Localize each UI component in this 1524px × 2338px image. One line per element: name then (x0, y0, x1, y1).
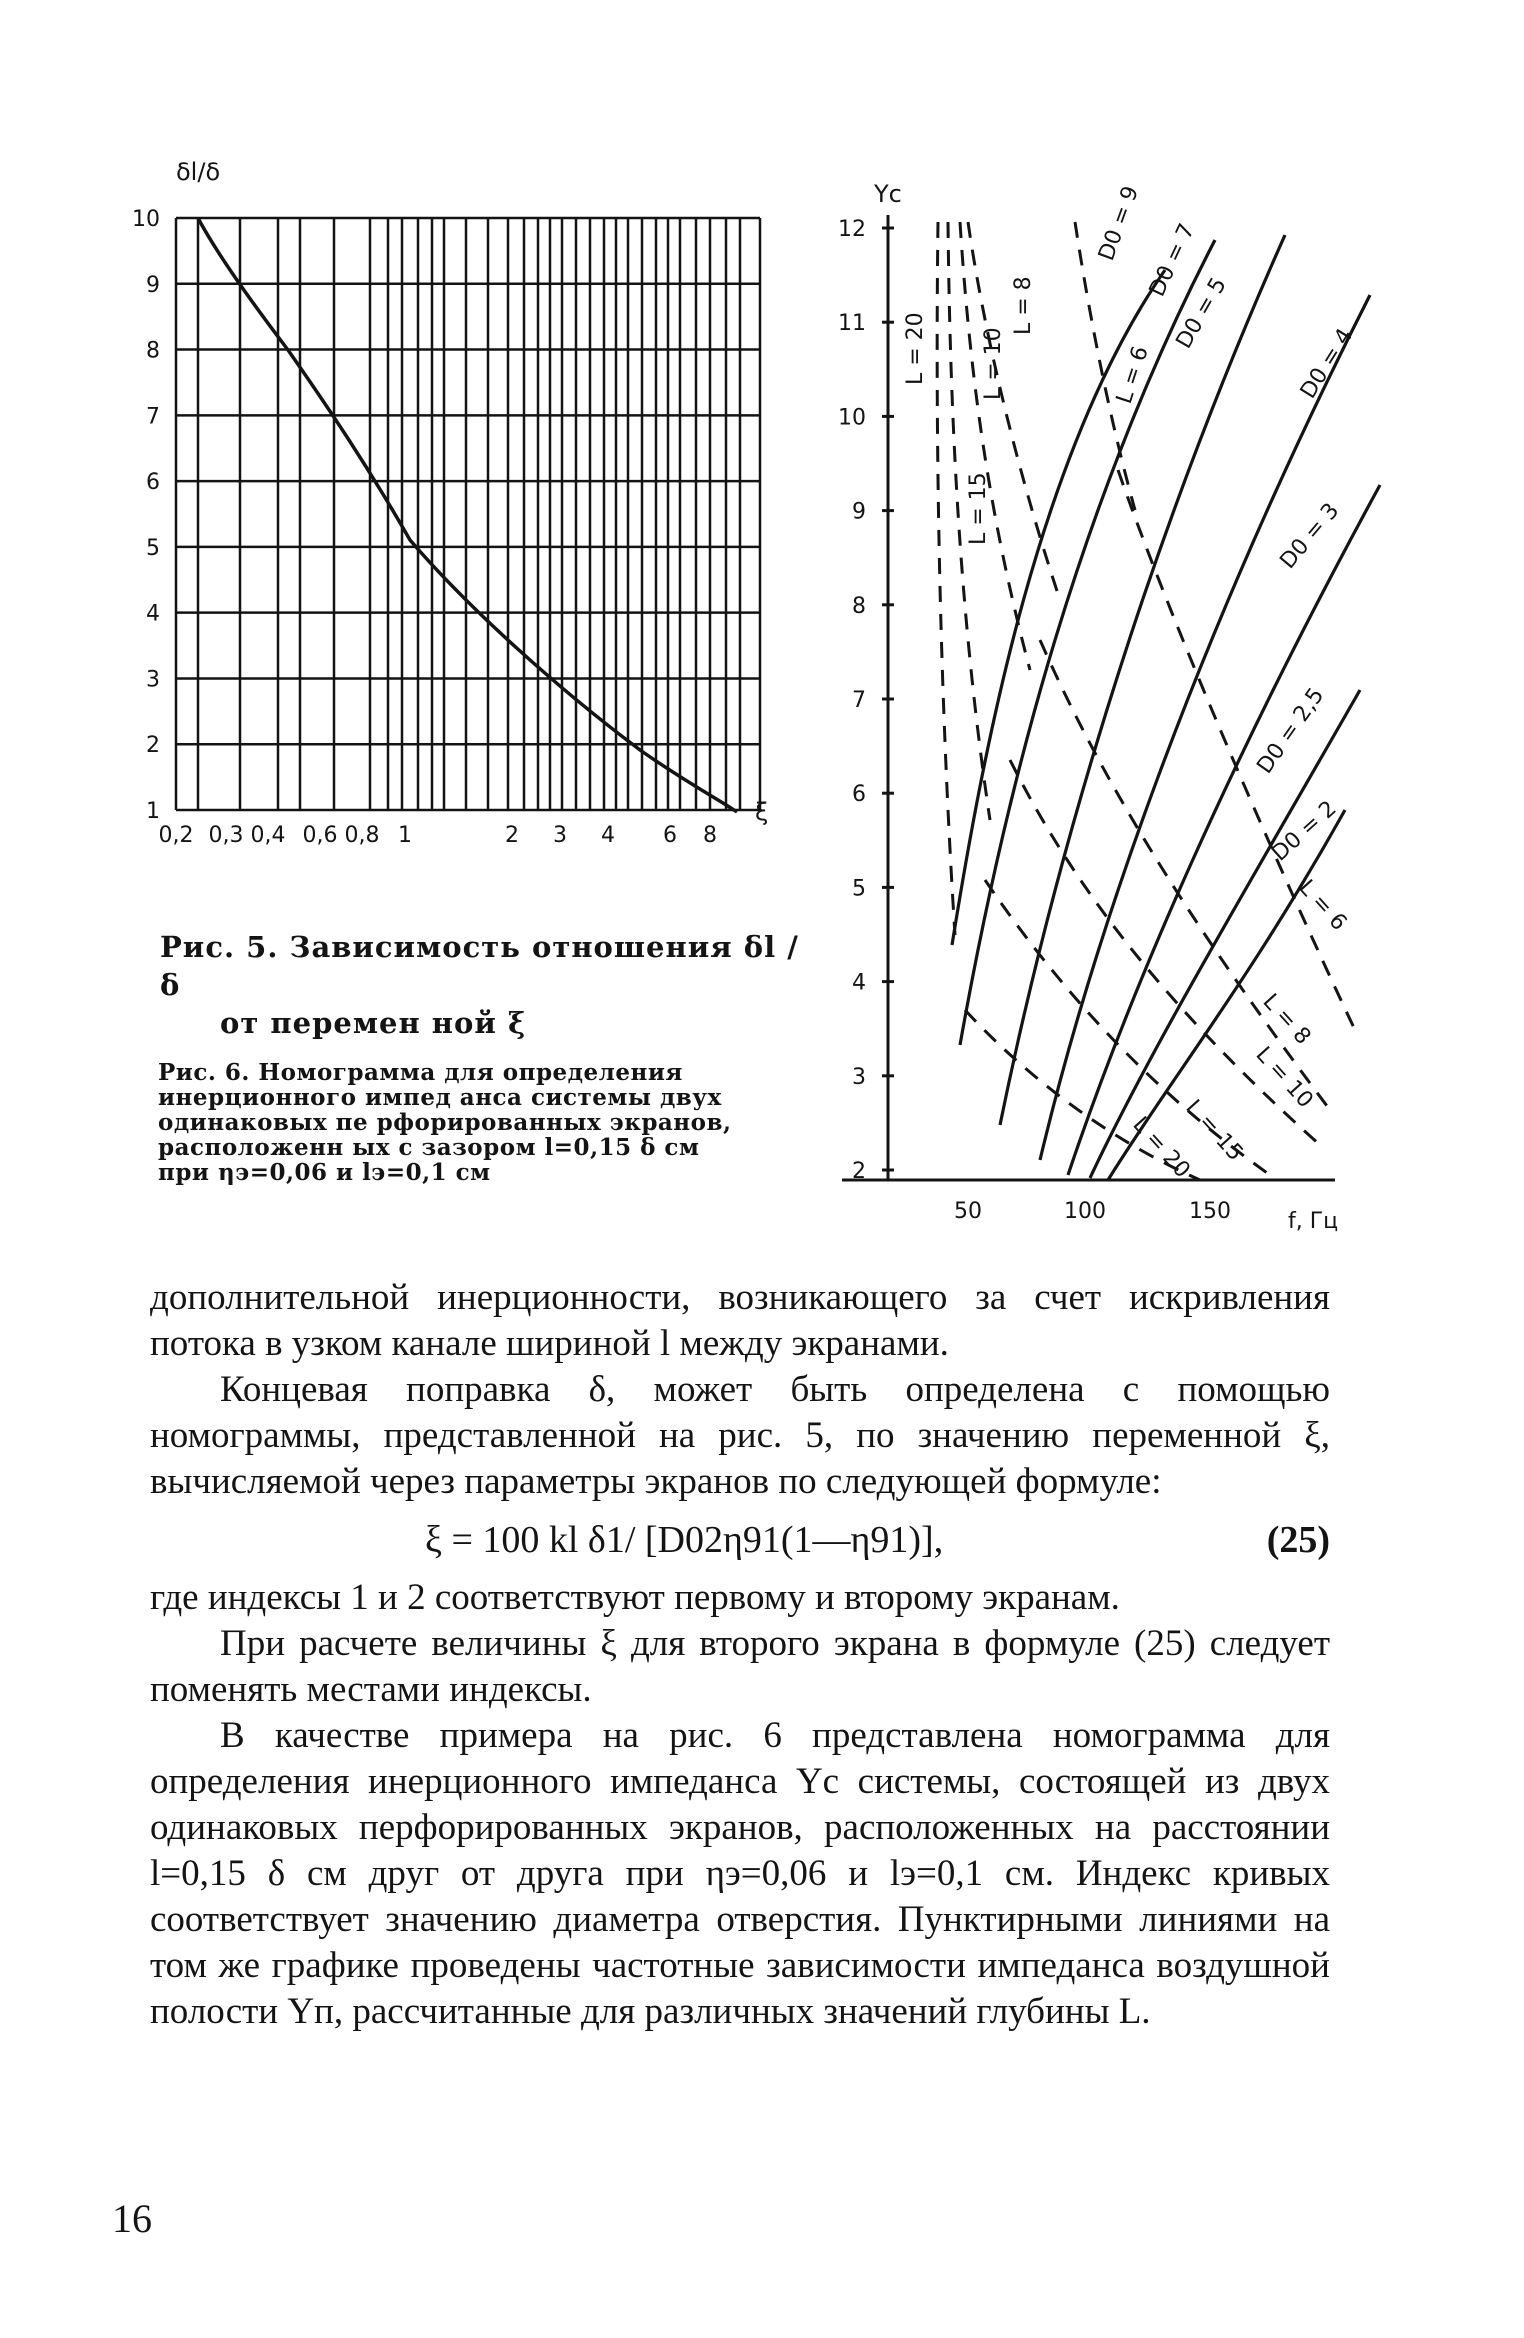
fig5-y-tick-label: 4 (146, 601, 160, 627)
fig6-caption: Рис. 6. Номограмма для определения инерционного импед анса системы двух одинаковых пе рфорированных экранов, расположенн ых с зазором l=0,15 δ см при ηэ=0,06 и lэ=0,1 см (158, 1059, 732, 1186)
formula-25: ξ = 100 kl δ1/ [D02η91(1—η91)], (425, 1519, 944, 1561)
fig5-x-tick-label: 0,6 (302, 823, 338, 848)
fig6-y-tick-label: 12 (838, 217, 866, 242)
fig5-y-tick-label: 2 (146, 733, 160, 759)
paragraph-3: где индексы 1 и 2 соответствуют первому и второму экранам. (150, 1577, 1120, 1618)
fig6-curve-d0-25 (1090, 690, 1360, 1178)
fig5-x-tick-label: 0,3 (208, 823, 244, 848)
label-l20b: L = 20 (1127, 1112, 1195, 1184)
fig6-y-tick-label: 2 (852, 1159, 866, 1184)
fig5-y-tick-label: 3 (146, 667, 160, 693)
fig6-chart (838, 180, 1380, 1234)
label-l6a: L = 6 (1111, 343, 1154, 407)
paragraph-2: Концевая поправка δ, может быть определена с помощью номограммы, представленной на рис. 5, по значению переменной ξ, вычисляемой через параметры экранов по следующей формуле: (150, 1369, 1330, 1502)
fig5-y-tick-label: 7 (146, 404, 160, 430)
label-l15: L = 15 (966, 472, 991, 545)
page-number: 16 (112, 2196, 152, 2241)
fig6-y-tick-label: 9 (852, 499, 866, 525)
fig6-y-tick-label: 3 (852, 1064, 866, 1090)
fig5-y-tick-label: 1 (146, 799, 160, 824)
fig6-dashed-l10-right (1010, 760, 1320, 1145)
fig6-y-tick-label: 8 (852, 593, 866, 619)
fig5-y-tick-label: 8 (146, 338, 160, 364)
fig5-y-tick-label: 10 (132, 207, 160, 232)
body-text (150, 1275, 1330, 2035)
label-l10: L = 10 (981, 327, 1006, 400)
fig6-y-tick-label: 7 (852, 688, 866, 713)
fig6-y-tick-label: 5 (852, 876, 866, 902)
fig5-caption-line2: от перемен ной ξ (220, 1006, 527, 1040)
fig5-chart (132, 158, 768, 848)
fig5-y-axis-title: δl/δ (176, 158, 221, 186)
fig5-caption-line1: Рис. 5. Зависимость отношения δl /δ (160, 930, 799, 1002)
fig6-y-tick-label: 6 (852, 782, 866, 808)
fig5-y-tick-label: 6 (146, 470, 160, 496)
fig5-y-tick-label: 5 (146, 535, 160, 561)
label-l15b: L = 15 (1180, 1095, 1248, 1167)
label-l8: L = 8 (1011, 276, 1036, 335)
fig5-x-tick-label: 3 (553, 823, 567, 848)
label-d0-5: D0 = 5 (1171, 273, 1232, 353)
fig5-x-tick-label: 4 (601, 823, 615, 848)
formula-row (150, 1505, 1330, 1575)
label-l10b: L = 10 (1250, 1042, 1318, 1114)
fig6-x-tick-label: 150 (1189, 1199, 1231, 1224)
paragraph-5: В качестве примера на рис. 6 представлена номограмма для определения инерционного импеданса Yc системы, состоящей из двух одинаковых перфорированных экранов, расположенных на расстоянии l=0,15 δ см друг от друга при ηэ=0,06 и lэ=0,1 см. Индекс кривых соответствует значению диаметра отверстия. Пунктирными линиями на том же графике проведены частотные зависимости импеданса воздушной полости Yп, рассчитанные для различных значений глубины L. (150, 1715, 1330, 2032)
equation-number: (25) (1266, 1519, 1330, 1561)
label-d0-3: D0 = 3 (1275, 498, 1345, 574)
label-d0-9: D0 = 9 (1094, 182, 1145, 265)
paragraph-4: При расчете величины ξ для второго экрана в формуле (25) следует поменять местами индексы. (150, 1623, 1330, 1710)
fig5-x-tick-label: 0,2 (158, 823, 194, 848)
fig6-x-tick-label: 100 (1064, 1199, 1106, 1224)
fig5-x-axis-label: ξ (755, 798, 769, 826)
fig5-x-tick-label: 0,8 (344, 823, 380, 848)
fig5-x-tick-label: 1 (398, 823, 412, 848)
fig5-caption (160, 928, 800, 1042)
fig6-x-tick-label: 50 (954, 1199, 982, 1224)
label-l20: L = 20 (903, 312, 928, 385)
fig5-x-tick-label: 6 (663, 823, 677, 848)
fig5-x-tick-label: 0,4 (250, 823, 286, 848)
paragraph-1: дополнительной инерционности, возникающего за счет искривления потока в узком канале шириной l между экранами. (150, 1277, 1330, 1364)
fig6-x-axis-label: f, Гц (1288, 1209, 1339, 1234)
fig6-y-tick-label: 4 (852, 970, 866, 996)
label-d0-7: D0 = 7 (1144, 219, 1201, 301)
label-d0-2: D0 = 2 (1267, 796, 1342, 867)
fig6-y-axis-title: Yc (874, 180, 902, 208)
fig6-y-tick-label: 10 (838, 405, 866, 431)
label-l8b: L = 8 (1257, 989, 1316, 1050)
fig6-dashed-l20-left (937, 222, 955, 935)
fig5-y-tick-label: 9 (146, 272, 160, 298)
fig6-y-tick-label: 11 (838, 311, 866, 337)
fig5-x-tick-label: 8 (703, 823, 717, 848)
label-l6b: L = 6 (1293, 875, 1352, 936)
fig5-x-tick-label: 2 (505, 823, 519, 848)
label-d0-4: D0 = 4 (1295, 324, 1359, 404)
label-d0-25: D0 = 2,5 (1252, 683, 1330, 779)
